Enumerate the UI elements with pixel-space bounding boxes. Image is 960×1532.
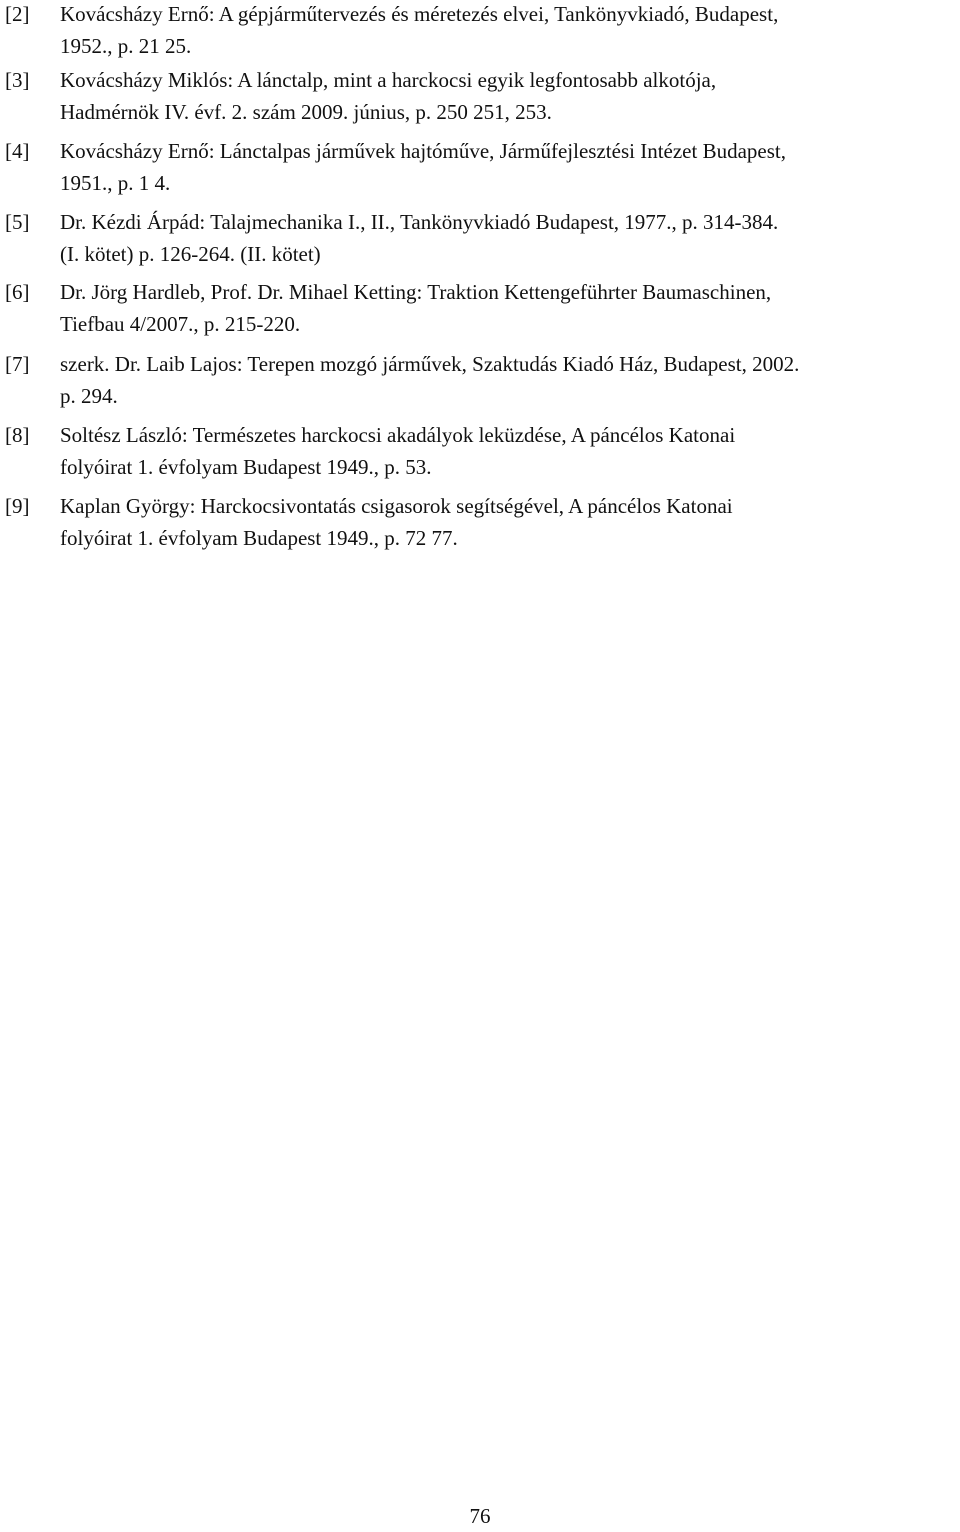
reference-line: Soltész László: Természetes harckocsi akadályok leküzdése, A páncélos Katonai: [60, 423, 736, 447]
reference-line: (I. kötet) p. 126-264. (II. kötet): [60, 242, 321, 266]
reference-line: folyóirat 1. évfolyam Budapest 1949., p. 53.: [60, 455, 432, 479]
reference-line: folyóirat 1. évfolyam Budapest 1949., p. 72 77.: [60, 526, 458, 550]
reference-text: [60, 206, 955, 270]
reference-number: [3]: [5, 68, 30, 92]
reference-number: [4]: [5, 139, 30, 163]
reference-line: Kovácsházy Ernő: Lánctalpas járművek hajtóműve, Járműfejlesztési Intézet Budapest,: [60, 139, 786, 163]
reference-number: [9]: [5, 494, 30, 518]
reference-line: 1951., p. 1 4.: [60, 171, 171, 195]
reference-line: Kaplan György: Harckocsivontatás csigasorok segítségével, A páncélos Katonai: [60, 494, 733, 518]
reference-text: [60, 135, 955, 199]
reference-number: [8]: [5, 423, 30, 447]
reference-text: [60, 490, 955, 554]
page-number: 76: [469, 1504, 491, 1528]
reference-number: [5]: [5, 210, 30, 234]
reference-number: [6]: [5, 280, 30, 304]
reference-line: p. 294.: [60, 384, 118, 408]
reference-line: Kovácsházy Ernő: A gépjárműtervezés és méretezés elvei, Tankönyvkiadó, Budapest,: [60, 2, 779, 26]
reference-text: [60, 0, 955, 62]
reference-line: Dr. Kézdi Árpád: Talajmechanika I., II., Tankönyvkiadó Budapest, 1977., p. 314-384.: [60, 210, 779, 234]
reference-line: Dr. Jörg Hardleb, Prof. Dr. Mihael Ketting: Traktion Kettengeführter Baumaschinen,: [60, 280, 772, 304]
reference-text: [60, 419, 955, 483]
reference-number: [7]: [5, 352, 30, 376]
reference-text: [60, 276, 955, 340]
reference-line: Hadmérnök IV. évf. 2. szám 2009. június, p. 250 251, 253.: [60, 100, 552, 124]
reference-text: [60, 64, 955, 128]
reference-line: 1952., p. 21 25.: [60, 34, 192, 58]
reference-line: szerk. Dr. Laib Lajos: Terepen mozgó járművek, Szaktudás Kiadó Ház, Budapest, 2002.: [60, 352, 800, 376]
reference-number: [2]: [5, 2, 30, 26]
reference-text: [60, 348, 955, 412]
reference-line: Kovácsházy Miklós: A lánctalp, mint a harckocsi egyik legfontosabb alkotója,: [60, 68, 717, 92]
reference-line: Tiefbau 4/2007., p. 215-220.: [60, 312, 301, 336]
